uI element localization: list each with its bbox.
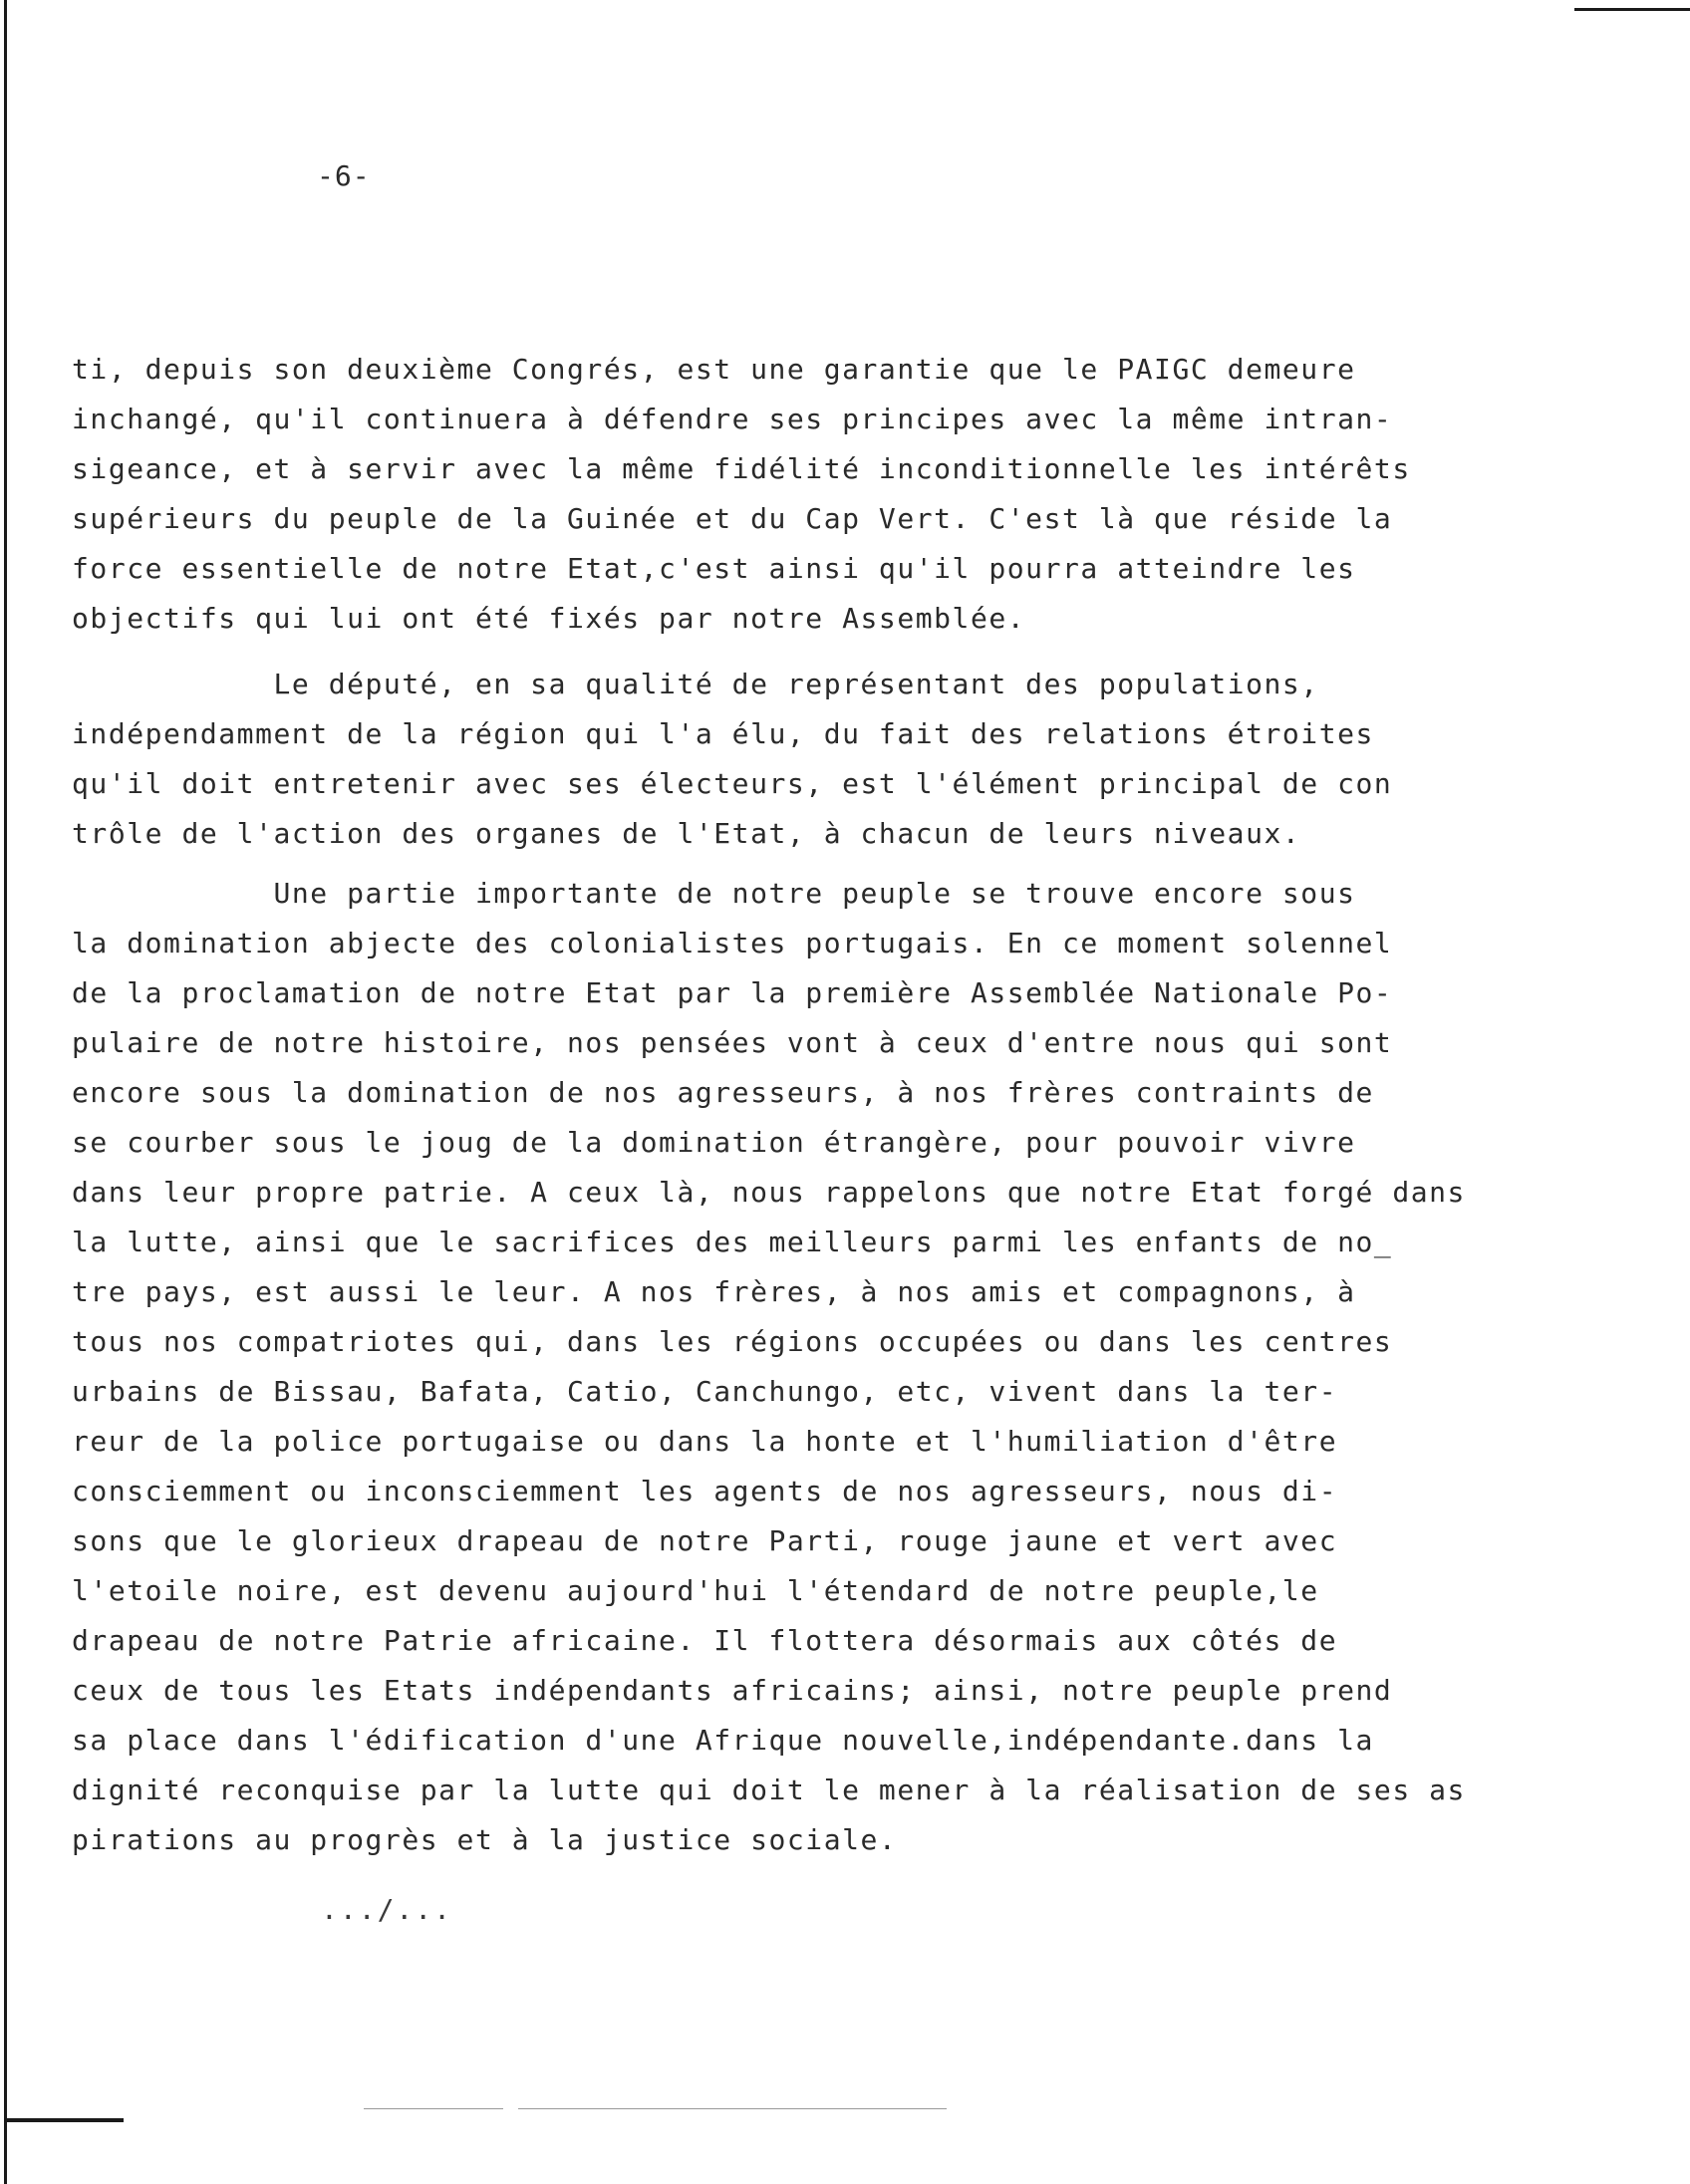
footer-rule xyxy=(364,2108,503,2109)
text-line: ti, depuis son deuxième Congrés, est une garantie que le PAIGC demeure xyxy=(72,353,1356,386)
text-line: reur de la police portugaise ou dans la honte et l'humiliation d'être xyxy=(72,1425,1338,1458)
text-line: supérieurs du peuple de la Guinée et du Cap Vert. C'est là que réside la xyxy=(72,502,1393,535)
text-line: la lutte, ainsi que le sacrifices des meilleurs parmi les enfants de no_ xyxy=(72,1226,1393,1258)
text-line: sigeance, et à servir avec la même fidélité inconditionnelle les intérêts xyxy=(72,452,1411,485)
text-line: l'etoile noire, est devenu aujourd'hui l'étendard de notre peuple,le xyxy=(72,1574,1319,1607)
text-line: dignité reconquise par la lutte qui doit le mener à la réalisation de ses as xyxy=(72,1774,1466,1806)
text-line: pirations au progrès et à la justice sociale. xyxy=(72,1823,898,1856)
text-line: qu'il doit entretenir avec ses électeurs, est l'élément principal de con xyxy=(72,767,1393,800)
text-line: tre pays, est aussi le leur. A nos frères, à nos amis et compagnons, à xyxy=(72,1275,1356,1308)
scan-corner-bottom xyxy=(4,2118,124,2122)
text-line: inchangé, qu'il continuera à défendre ses principes avec la même intran- xyxy=(72,403,1393,435)
text-line: consciemment ou inconsciemment les agents de nos agresseurs, nous di- xyxy=(72,1475,1338,1507)
text-line: sons que le glorieux drapeau de notre Parti, rouge jaune et vert avec xyxy=(72,1524,1338,1557)
scan-edge-top xyxy=(1574,8,1690,11)
text-line: ceux de tous les Etats indépendants africains; ainsi, notre peuple prend xyxy=(72,1674,1393,1707)
text-line: encore sous la domination de nos agresseurs, à nos frères contraints de xyxy=(72,1076,1374,1109)
footer-rule xyxy=(518,2108,947,2109)
text-line: trôle de l'action des organes de l'Etat, à chacun de leurs niveaux. xyxy=(72,817,1301,850)
text-line: urbains de Bissau, Bafata, Catio, Canchungo, etc, vivent dans la ter- xyxy=(72,1375,1338,1408)
scan-edge-left xyxy=(4,0,7,2184)
page-number: -6- xyxy=(317,159,371,192)
text-line: objectifs qui lui ont été fixés par notre Assemblée. xyxy=(72,602,1026,635)
text-line: indépendamment de la région qui l'a élu, du fait des relations étroites xyxy=(72,717,1374,750)
text-line: Une partie importante de notre peuple se trouve encore sous xyxy=(72,877,1356,910)
text-line: tous nos compatriotes qui, dans les régions occupées ou dans les centres xyxy=(72,1325,1393,1358)
text-line: force essentielle de notre Etat,c'est ainsi qu'il pourra atteindre les xyxy=(72,552,1356,585)
continuation-mark: .../... xyxy=(321,1893,453,1926)
text-line: pulaire de notre histoire, nos pensées vont à ceux d'entre nous qui sont xyxy=(72,1026,1393,1059)
text-line: drapeau de notre Patrie africaine. Il flottera désormais aux côtés de xyxy=(72,1624,1338,1657)
text-line: dans leur propre patrie. A ceux là, nous rappelons que notre Etat forgé dans xyxy=(72,1176,1466,1209)
text-line: Le député, en sa qualité de représentant des populations, xyxy=(72,668,1319,700)
text-line: la domination abjecte des colonialistes portugais. En ce moment solennel xyxy=(72,927,1393,959)
text-line: de la proclamation de notre Etat par la première Assemblée Nationale Po- xyxy=(72,976,1393,1009)
body-text xyxy=(72,345,1566,1865)
text-line: sa place dans l'édification d'une Afrique nouvelle,indépendante.dans la xyxy=(72,1724,1374,1757)
text-line: se courber sous le joug de la domination étrangère, pour pouvoir vivre xyxy=(72,1126,1356,1159)
